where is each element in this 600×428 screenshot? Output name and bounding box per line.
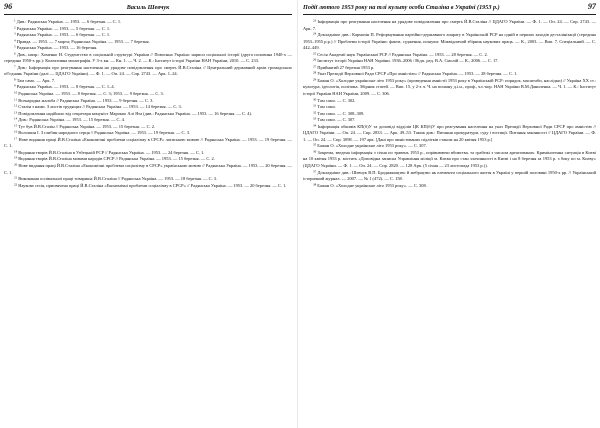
footnote-number: 10 <box>14 90 18 95</box>
footnote-number: 28 <box>313 70 317 75</box>
footnote-number: 25 <box>313 51 317 56</box>
footnote-text: Правда. — 1953. — 7 марта; Радянська Україна. — 1953. — 7 березня. <box>16 38 150 44</box>
footnote-text: Див.: Радянська Україна. — 1953. — 6 березня. — С. 1. <box>16 19 122 24</box>
footnote-text: Нове видання праці Й.В.Сталіна «Економічні проблеми соціалізму в СРСР» латиською мовою // Радянська Україна. — 1953. — 19 березня. — С. 1. <box>4 136 292 149</box>
footnote <box>303 19 596 32</box>
footnote-text: Радянська Україна. — 1953. — 6 березня. — С. 1. <box>16 32 111 38</box>
footnote <box>4 52 292 65</box>
footnote-number: 1 <box>14 18 16 23</box>
footnote-text: Радянська Україна. — 1953. — 16 березня. <box>16 45 98 51</box>
footnote-number: 3 <box>14 31 16 36</box>
left-page-number: 96 <box>4 3 13 11</box>
footnote-number: 6 <box>14 51 16 56</box>
footnote-text: Бажан О. «Холодне українське літо 1953 року» (проведення амністії 1953 року в Українській РСР: порядок, масштаби, наслідки) // Україна XX ст.: культура, ідеологія, політика. Збірник статей. — Вип. 15, у 2-х ч. Ч. на пошану д.і.н., проф., чл.-кор. НАН України В.М.Даниленка. — Ч. 1. — К.: Інститут історії України НАН України, 2009. — С. 306. <box>303 77 596 97</box>
footnote-number: 31 <box>313 103 317 108</box>
footnote-text: Видання творів Й.В.Сталіна в Узбецькій РСР // Радянська Україна. — 1953. — 24 березня. — С. 1. <box>18 149 205 155</box>
footnote-number: 14 <box>14 116 18 121</box>
right-page-number: 97 <box>587 3 596 11</box>
footnote-text: Там само. <box>317 104 336 110</box>
footnote-number: 38 <box>313 182 317 187</box>
footnote-text: Там само. — С. 307. <box>317 117 356 123</box>
footnote-text: Там само. — С. 308–309. <box>317 110 365 116</box>
footnote-text: Всенародна жалоба // Радянська Україна. — 1953. — 9 березня. — С. 3. <box>18 97 154 103</box>
footnote-number: 37 <box>313 169 317 174</box>
footnote <box>4 137 292 150</box>
page-gutter <box>297 0 298 428</box>
footnote-number: 18 <box>14 149 18 154</box>
footnote-text: Волошин І. З глибин народного серця // Радянська Україна. — 1953. — 19 березня. — С. 3. <box>18 130 191 136</box>
footnote-text: Сталін з нами. З листів трудящих // Радянська Україна. — 1953. — 14 березня. — С. 3. <box>18 104 182 110</box>
footnote-text: Радянська Україна. — 1953. — 8 березня. — С. 1–4. <box>16 84 115 90</box>
footnote-number: 7 <box>14 64 16 69</box>
footnote-number: 26 <box>313 57 317 62</box>
footnote-text: Сесія Академії наук Української РСР // Радянська Україна. — 1953. — 28 березня. — С. 2. <box>317 51 488 57</box>
footnote-text: Прийнятий 27 березня 1953 р. <box>317 64 375 70</box>
footnote-number: 17 <box>14 136 18 141</box>
footnote-number: 8 <box>14 77 16 82</box>
footnote-text: Див., напр.: Хоменко Н. Студентство в соціальній структурі України // Повоєнна Україна: нариси соціальної історії (друга половина 1940-х — середина 1950-х рр.): Колективна монографія. У 3-х кн. — Кн. 1. — Ч. 2. — К.: Інститут історії України НАН України, 2010. — С. 233. <box>4 51 292 64</box>
footnote-text: Бажан О. «Холодне українське літо 1953 року». — С. 308. <box>317 182 427 188</box>
footnote-text: Інститут історії України НАН України. 1936–2006 / Відп. ред. В.А. Смолій — К., 2006. — С. 17. <box>317 58 499 64</box>
footnote-number: 11 <box>14 97 18 102</box>
footnote <box>303 32 596 52</box>
footnote-text: Докладніше див.: Шевчук В.П. Бродяжництво й жебрацтво як елементи соціального життя в Україні у першій половині 1950-х рр. // Український історичний журнал. — 2007. — № 1 (472). — С. 158. <box>303 169 596 182</box>
footnote <box>303 150 596 170</box>
footnote-number: 9 <box>14 83 16 88</box>
footnote-text: Там само. — Арк. 7. <box>16 77 56 83</box>
footnote-text: Повідомлення надійшло від секретаря комуніст Марокко Алі Ята (див.: Радянська Україна. — 1953. — 16 березня. — С. 4). <box>18 110 253 116</box>
footnote-number: 35 <box>313 142 317 147</box>
footnote <box>303 124 596 144</box>
footnote-text: Див.: Інформація про реагування населення на урядове повідомлення про смерть Й.В.Сталіна // Центральний державний архів громадських об'єднань України (далі — ЦДАГО України). — Ф. 1. — Оп. 24. — Спр. 2743. — Арк. 1–24. <box>4 64 292 77</box>
footnote-text: Указ Президії Верховної Ради СРСР «Про амністію» // Радянська Україна. — 1953. — 28 березня. — С. 1. <box>317 71 518 77</box>
footnote-text: Інформація обкомів КП(б)У та доповіді відділів ЦК КП(б)У про реагування населення на указ Президії Верховної Ради СРСР про амністію // ЦДАГО України. — Оп. 24. — Спр. 2833. — Арк. 49–53. Також див.: Питання прокуратури, суду і юстиції. Питання законності // ЦДАГО України. — Ф. 1. — Оп. 24. — Спр. 3098. — 197 арк. [Дані про амністованих підлітків станом на 20 квітня 1953 р.] <box>303 123 596 142</box>
footnote <box>303 78 596 98</box>
footnote-number: 12 <box>14 103 18 108</box>
footnote-text: Тут був Й.В.Сталін // Радянська Україна. — 1953. — 15 березня. — С. 2. <box>18 123 156 129</box>
footnote-number: 21 <box>14 175 18 180</box>
footnote-text: Див.: Радянська Україна. — 1953. — 15 березня. — С. 4. <box>18 117 125 123</box>
footnote-number: 20 <box>14 162 18 167</box>
footnote-number: 16 <box>14 129 18 134</box>
right-footnotes <box>303 19 596 189</box>
footnote <box>4 183 292 190</box>
footnote-number: 30 <box>313 97 317 102</box>
footnote <box>303 183 596 190</box>
footnote-number: 5 <box>14 44 16 49</box>
footnote-number: 34 <box>313 123 317 128</box>
footnote-text: Нове видання праці Й.В.Сталіна «Економічні проблеми соціалізму в СРСР» українською мовою // Радянська Україна. — 1953. — 20 березня. — С. 1. <box>4 163 292 175</box>
footnote <box>4 65 292 78</box>
footnote-number: 23 <box>313 18 317 23</box>
footnote-text: Бажан О. «Холодне українське літо 1953 року». — С. 307. <box>317 143 427 149</box>
footnote-text: Інформація про реагування населення на урядове повідомлення про смерть Й.В.Сталіна // ЦДАГО України. — Ф. 1. — Оп. 24. — Спр. 2743. — Арк. 7. <box>303 19 596 31</box>
footnote-number: 15 <box>14 123 18 128</box>
right-page-header <box>303 3 596 15</box>
footnote-number: 22 <box>14 182 18 187</box>
footnote-number: 27 <box>313 64 317 69</box>
footnote-text: Виконання оспівальної праці товариша Й.В.Сталіна // Радянська Україна. — 1953. — 18 березня. — С. 3. <box>18 176 218 182</box>
right-page <box>303 3 596 423</box>
left-page <box>4 3 292 423</box>
footnote-number: 29 <box>313 77 317 82</box>
footnote-text: Наукова сесія, присвячена праці Й.В.Сталіна «Економічні проблеми соціалізму в СРСР» // Радянська Україна. — 1953. — 20 березня. — С. 1. <box>18 182 287 188</box>
right-running-head: Події лютого 1953 року на тлі культу особи Сталіна в Україні (1953 р.) <box>303 4 500 11</box>
footnote-text: Видання творів Й.В.Сталіна мовами народів СРСР // Радянська Україна. — 1953. — 15 березня. — С. 2. <box>18 156 215 162</box>
left-page-header <box>4 3 292 15</box>
footnote-number: 13 <box>14 110 18 115</box>
footnote-text: Докладніше див.: Кармазін П. Реформування партійно-державного апарату в Українській РСР на одній в перших заходів десталінізації (середина 1953–1955 р.р.) // Проблеми історії України: факти, судження, пошуки: Міжвідомчий збірник наукових праць. — К., 2003. — Вип. 7. Спеціальний. — С. 442–449. <box>303 32 596 51</box>
left-footnotes <box>4 19 292 189</box>
footnote-text: Зокрема, зведена інформація з січня по травень 1953 р., порівнюючи вбивства, та грабежі з числом арештованих. Криміногенна ситуація в Києві на 10 квітня 1953 р. містить «Доповідна записка Управління міліції м. Києва про стан злочинності в Києві і на 8 березня за 1953 р. з боку по м. Києву» (ЦДАГО України. — Ф. 1. — Оп. 24. — Спр. 2820. — 128 Арк. (5 січня — 23 листопада 1953 р.)). <box>303 149 596 169</box>
footnote-text: Там само. — С. 302. <box>317 97 356 103</box>
footnote-number: 4 <box>14 38 16 43</box>
footnote-number: 32 <box>313 110 317 115</box>
left-running-head: Василь Шевчук <box>126 4 170 11</box>
footnote-number: 24 <box>313 31 317 36</box>
footnote-text: Радянська Україна. — 1953. — 8 березня. — С. 3; 1953. — 9 березня. — С. 3. <box>18 91 164 97</box>
footnote <box>4 163 292 176</box>
footnote <box>303 170 596 183</box>
footnote-number: 2 <box>14 25 16 30</box>
footnote-number: 19 <box>14 155 18 160</box>
footnote-text: Радянська Україна. — 1953. — 5 березня. — С. 1. <box>16 25 111 31</box>
footnote-number: 36 <box>313 149 317 154</box>
footnote-number: 33 <box>313 116 317 121</box>
